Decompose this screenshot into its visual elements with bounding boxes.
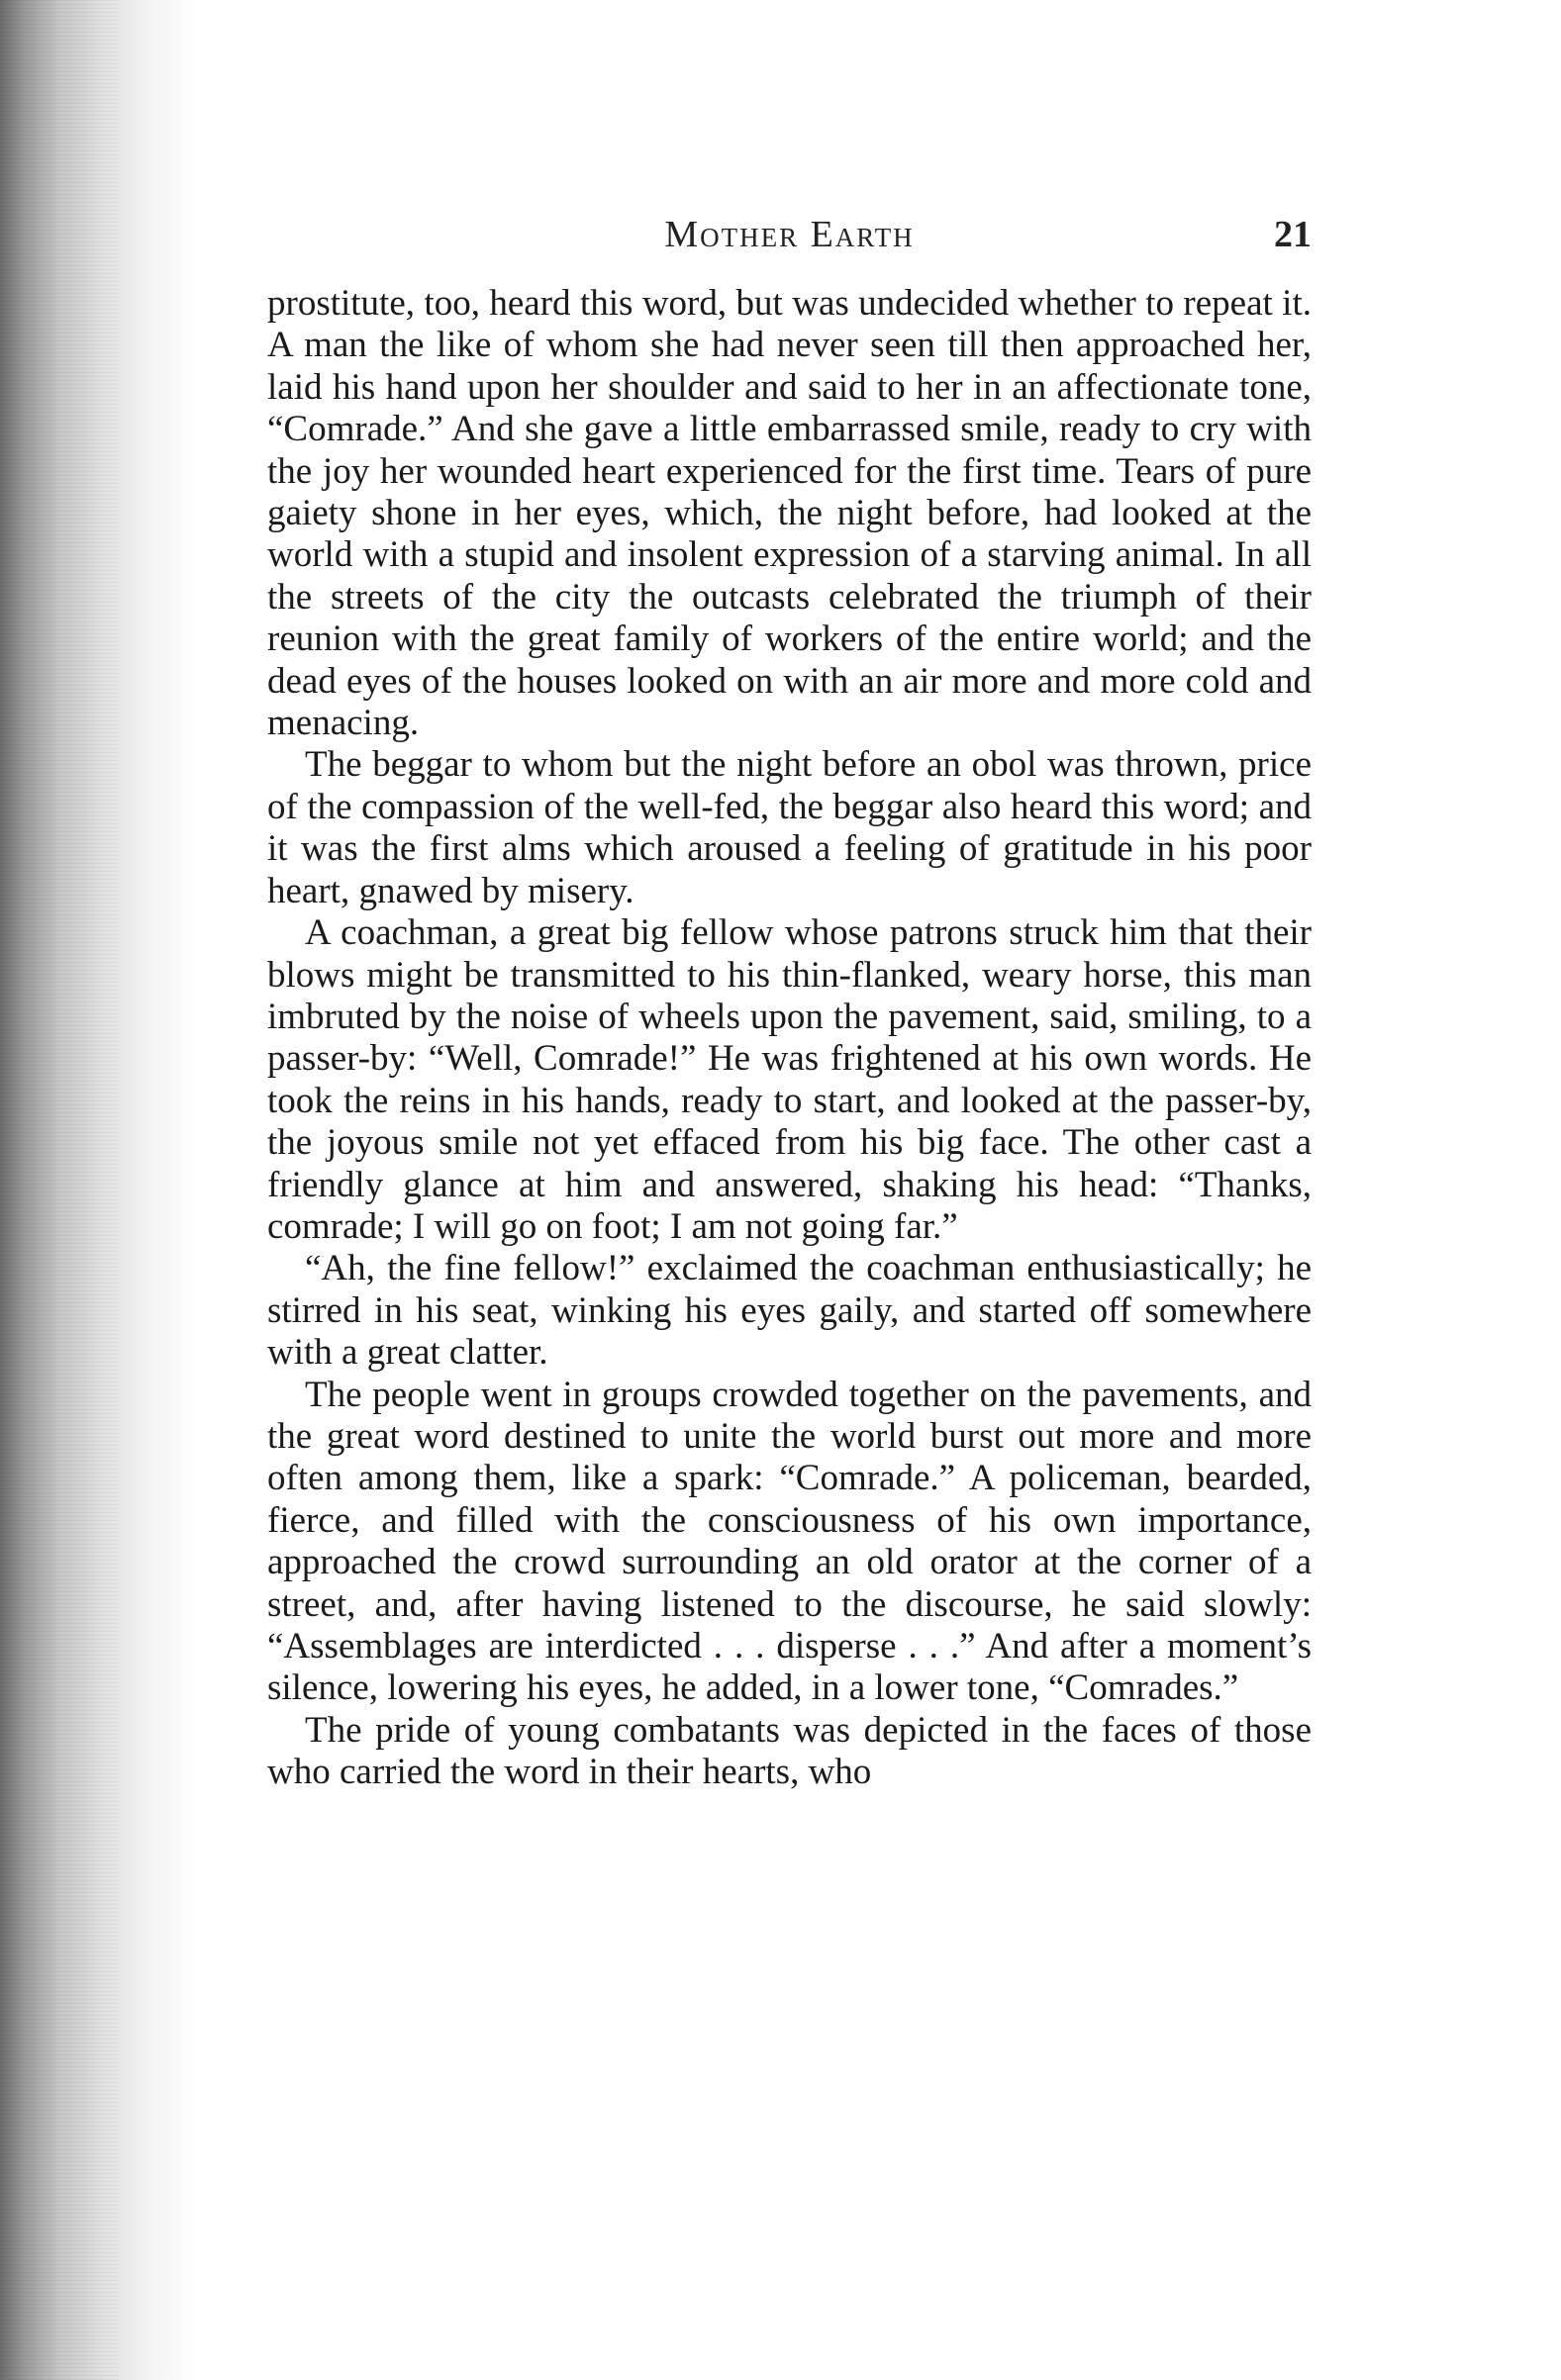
- paragraph: The beggar to whom but the night before an obol was thrown, price of the compassion of the well-fed, the beggar also heard this word; and it was the first alms which aroused a feeling of gratitude in his poor heart, gnawed by misery.: [267, 744, 1312, 911]
- paragraph: A coachman, a great big fellow whose patrons struck him that their blows might be transmitted to his thin-flanked, weary horse, this man imbruted by the noise of wheels upon the pavement, said, smiling, to a passer-by: “Well, Comrade!” He was frightened at his own words. He took the reins in his hands, ready to start, and looked at the passer-by, the joyous smile not yet effaced from his big face. The other cast a friendly glance at him and answered, shaking his head: “Thanks, comrade; I will go on foot; I am not going far.”: [267, 912, 1312, 1247]
- paragraph: prostitute, too, heard this word, but was undecided whether to repeat it. A man the like of whom she had never seen till then approached her, laid his hand upon her shoulder and said to her in an affectionate tone, “Comrade.” And she gave a little embarrassed smile, ready to cry with the joy her wounded heart experienced for the first time. Tears of pure gaiety shone in her eyes, which, the night before, had looked at the world with a stupid and insolent expression of a starving animal. In all the streets of the city the outcasts celebrated the triumph of their reunion with the great family of workers of the entire world; and the dead eyes of the houses looked on with an air more and more cold and menacing.: [267, 283, 1312, 744]
- paragraph: The pride of young combatants was depicted in the faces of those who carried the word in their hearts, who: [267, 1709, 1312, 1793]
- paragraph: “Ah, the fine fellow!” exclaimed the coachman enthusiastically; he stirred in his seat, winking his eyes gaily, and started off somewhere with a great clatter.: [267, 1248, 1312, 1374]
- running-title: Mother Earth: [664, 214, 915, 255]
- binding-gutter-texture: [0, 0, 119, 2380]
- body-text: [267, 283, 1312, 1794]
- paragraph: The people went in groups crowded together on the pavements, and the great word destined to unite the world burst out more and more often among them, like a spark: “Comrade.” A policeman, bearded, fierce, and filled with the consciousness of his own importance, approached the crowd surrounding an old orator at the corner of a street, and, after having listened to the discourse, he said slowly: “Assemblages are interdicted . . . disperse . . .” And after a moment’s silence, lowering his eyes, he added, in a lower tone, “Comrades.”: [267, 1374, 1312, 1709]
- page-header: [267, 203, 1312, 262]
- page-number: 21: [1274, 214, 1312, 255]
